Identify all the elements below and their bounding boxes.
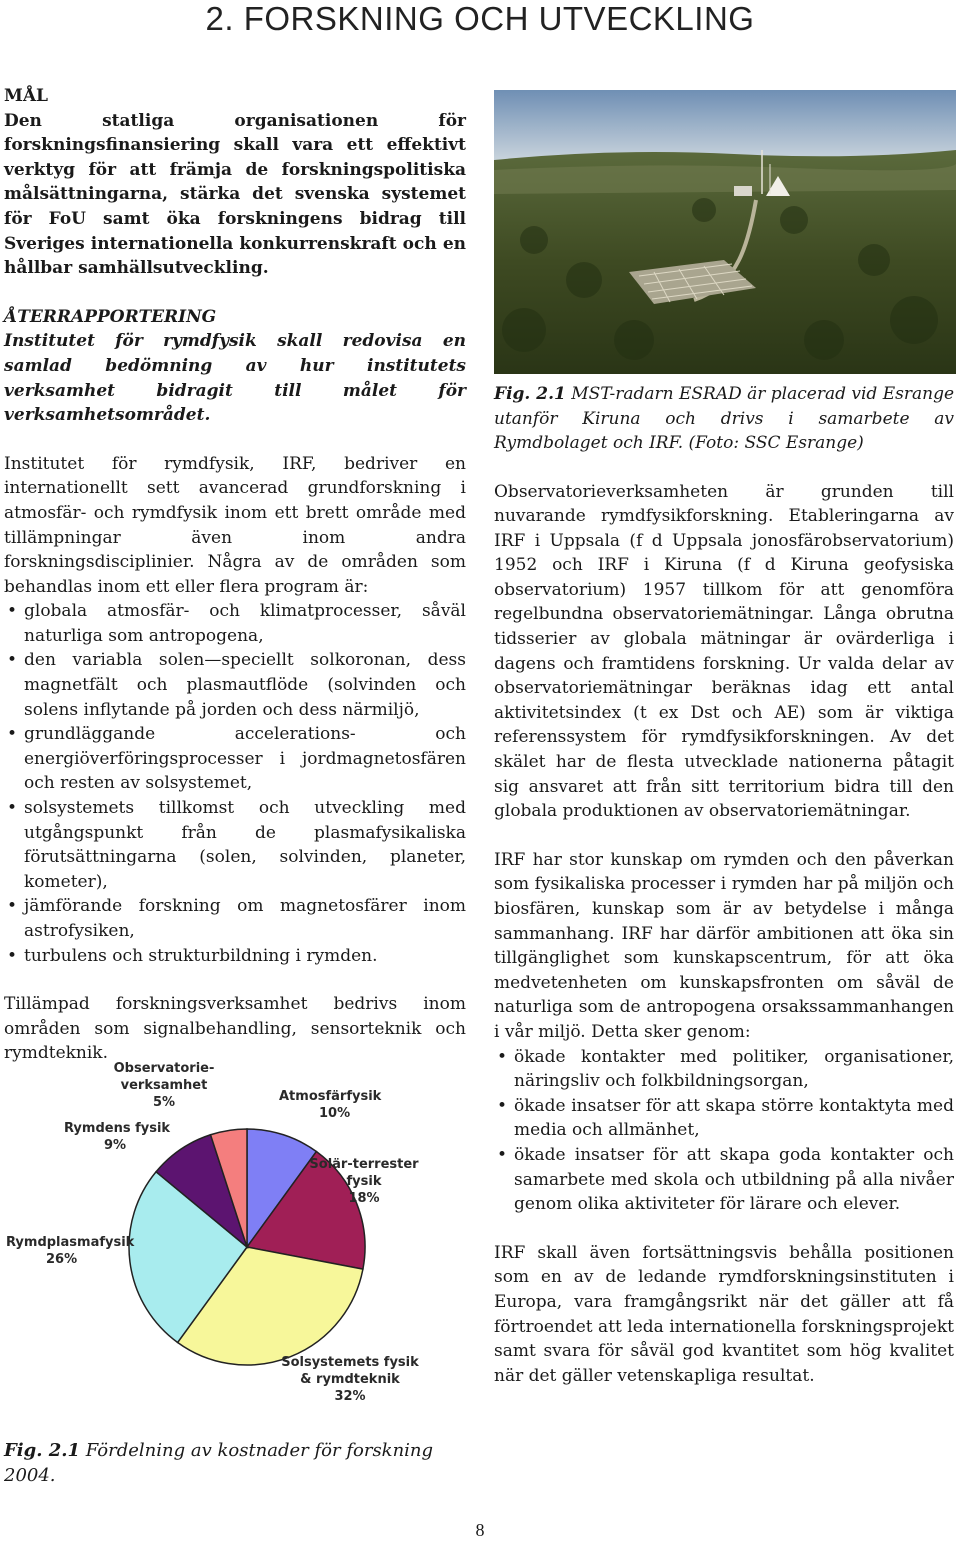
- photo-caption-label: Fig. 2.1: [494, 384, 566, 404]
- observatory-paragraph: Observatorieverksamheten är grunden till nuvarande rymdfysikforskning. Etableringarna av IRF i Uppsala (f d Uppsala jonosfärobservatorium) 1952 och IRF i Kiruna (f d Kiruna geofysiska observatorium) 1957 tillkom för att genomföra regelbundna observatoriemätningar. Långa obrutna tidsserier av globala mätningar är ovärderliga i dagens och framtidens forskning. Ur valda delar av observatoriemätningar beräknas idag ett antal aktivitetsindex (t ex Dst och AE) som är viktiga referenssystem för rymdfysikforskningen. Av det skälet har de flesta utvecklade nationerna påtagit sig ansvaret att från sitt territorium bidra till den globala produktionen av observatoriemätningar.: [494, 481, 954, 822]
- knowledge-paragraph: IRF har stor kunskap om rymden och den påverkan som fysikaliska processer i rymden har på miljön och biosfären, kunskap som är av betydelse i många sammanhang. IRF har därför ambitionen att öka sin tillgänglighet som kunskapscentrum, för att öka medvetenheten om kunskapsfronten om såväl de naturliga som de antropogena orsakssammanhangen i vår miljö. Detta sker genom:: [494, 849, 954, 1042]
- report-text: Institutet för rymdfysik skall redovisa en samlad bedömning av hur institutets verksamhet bidragit till målet för verksamhetsområdet.: [4, 331, 466, 426]
- goal-heading: MÅL: [4, 86, 48, 106]
- pie-label-rymdplasmafysik: Rymdplasmafysik 26%: [6, 1235, 135, 1267]
- list-item: • turbulens och strukturbildning i rymden.: [4, 944, 466, 969]
- list-item: • jämförande forskning om magnetosfärer inom astrofysiken,: [4, 894, 466, 943]
- photo-caption: [494, 382, 954, 456]
- list-item: • ökade insatser för att skapa större kontaktyta med media och allmänhet,: [494, 1094, 954, 1143]
- intro-paragraph: Institutet för rymdfysik, IRF, bedriver en internationellt sett avancerad grundforskning i atmosfär- och rymdfysik inom ett brett område med tillämpningar även inom andra forskningsdisciplinier. Några av de områden som behandlas inom ett eller flera program är:: [4, 453, 466, 597]
- list-item: • den variabla solen—speciellt solkoronan, dess magnetfält och plasmautflöde (solvinden och solens inflytande på jorden och dess närmiljö,: [4, 648, 466, 722]
- position-paragraph: IRF skall även fortsättningsvis behålla positionen som en av de ledande rymdforskningsinstituten i Europa, vara framgångsrikt när det gäller att få förtroendet att leda internationella forskningsprojekt samt svara för såväl god kvantitet som hög kvalitet när det gäller vetenskapliga resultat.: [494, 1242, 954, 1386]
- landscape-image: [494, 90, 956, 374]
- list-item: • globala atmosfär- och klimatprocesser, såväl naturliga som antropogena,: [4, 599, 466, 648]
- pie-label-observatorieverksamhet: Observatorie-verksamhet 5%: [113, 1061, 215, 1110]
- pie-chart: [4, 1052, 470, 1414]
- pie-label-solar-terrester-fysik: Solär-terrester fysik 18%: [309, 1157, 419, 1206]
- research-areas-list: [4, 599, 466, 968]
- goal-text: Den statliga organisationen för forskningsfinansiering skall vara ett effektivt verktyg för att främja de forskningspolitiska målsättningarna, stärka det svenska systemet för FoU samt öka forskningens bidrag till Sveriges internationella konkurrenskraft och en hållbar samhällsutveckling.: [4, 110, 466, 279]
- pie-label-solsystemets-fysik-rymdteknik: Solsystemets fysik & rymdteknik 32%: [281, 1355, 419, 1404]
- applied-research-paragraph: Tillämpad forskningsverksamhet bedrivs inom områden som signalbehandling, sensorteknik och rymdteknik.: [4, 994, 466, 1064]
- pie-caption-label: Fig. 2.1: [4, 1440, 81, 1461]
- list-item: • ökade insatser för att skapa goda kontakter och samarbete med skola och utbildning på alla nivåer genom olika aktiviteter för lärare och elever.: [494, 1143, 954, 1217]
- list-item: • solsystemets tillkomst och utveckling med utgångspunkt från de plasmafysikaliska förutsättningarna (solen, solvinden, planeter, kometer),: [4, 796, 466, 894]
- list-item: • ökade kontakter med politiker, organisationer, näringsliv och folkbildningsorgan,: [494, 1045, 954, 1094]
- pie-caption: [4, 1438, 470, 1488]
- pie-label-rymdens-fysik: Rymdens fysik 9%: [64, 1121, 171, 1153]
- esrange-radar-photo: [494, 90, 956, 374]
- report-heading: ÅTERRAPPORTERING: [4, 306, 217, 327]
- list-item: • grundläggande accelerations- och energiöverföringsprocesser i jordmagnetosfären och resten av solsystemet,: [4, 722, 466, 796]
- right-column: [494, 382, 954, 1388]
- page-number: 8: [475, 1520, 485, 1540]
- pie-caption-text: Fördelning av kostnader för forskning 2004.: [4, 1440, 434, 1486]
- left-column: [4, 84, 466, 1066]
- outreach-list: [494, 1045, 954, 1217]
- photo-caption-text: MST-radarn ESRAD är placerad vid Esrange utanför Kiruna och drivs i samarbete av Rymdbolaget och IRF. (Foto: SSC Esrange): [494, 384, 955, 453]
- pie-label-atmosfarfysik: Atmosfärfysik 10%: [279, 1089, 382, 1121]
- page-title: 2. FORSKNING OCH UTVECKLING: [205, 0, 755, 37]
- cost-distribution-chart: [4, 1052, 470, 1414]
